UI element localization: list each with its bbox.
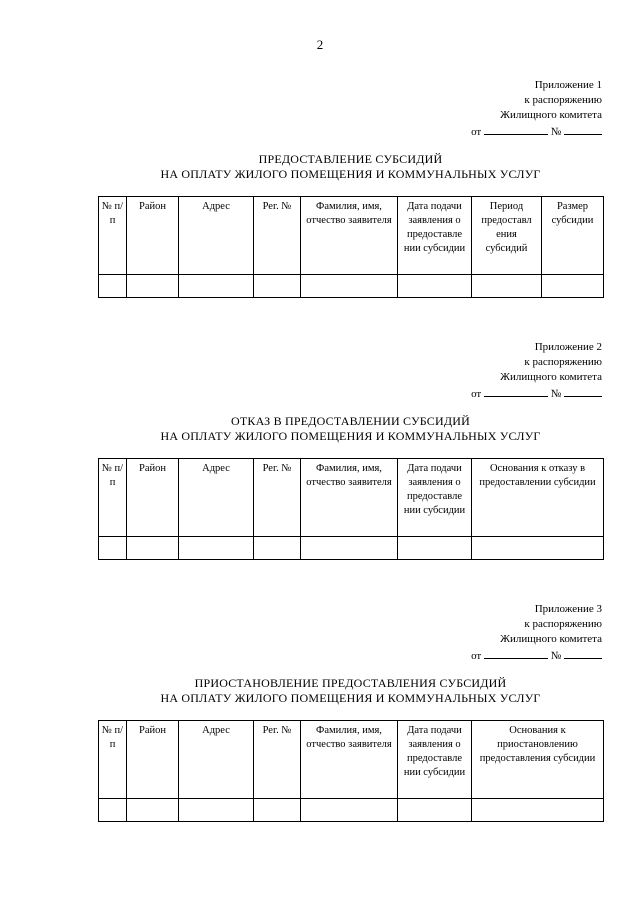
appendix-3-date-number-line: от №: [471, 647, 602, 664]
column-header: Основания к отказу в предоставлении субсидии: [472, 459, 604, 537]
column-header: Дата подачи заявления о предоставле нии субсидии: [398, 721, 472, 799]
number-blank: [564, 123, 602, 135]
table-header-row: [99, 721, 604, 799]
empty-cell: [179, 275, 254, 298]
empty-cell: [99, 537, 127, 560]
column-header: № п/п: [99, 197, 127, 275]
column-header: Район: [127, 721, 179, 799]
empty-cell: [472, 799, 604, 822]
column-header: Адрес: [179, 721, 254, 799]
empty-cell: [127, 799, 179, 822]
date-blank: [484, 647, 548, 659]
appendix-1-label: Приложение 1: [534, 79, 602, 91]
appendix-2-label: Приложение 2: [534, 341, 602, 353]
appendix-2-order-label: к распоряжению: [524, 356, 602, 368]
empty-cell: [99, 799, 127, 822]
empty-cell: [127, 537, 179, 560]
empty-cell: [472, 275, 542, 298]
column-header: Рег. №: [254, 197, 301, 275]
empty-cell: [254, 275, 301, 298]
empty-row: [99, 275, 604, 298]
table-header-row: [99, 197, 604, 275]
page-number: 2: [316, 37, 324, 52]
empty-cell: [398, 537, 472, 560]
column-header: Фамилия, имя, отчество заявителя: [301, 721, 398, 799]
appendix-1-committee-label: Жилищного комитета: [500, 109, 602, 121]
column-header: Адрес: [179, 197, 254, 275]
appendix-3-header: [471, 602, 602, 664]
empty-cell: [99, 275, 127, 298]
empty-cell: [398, 799, 472, 822]
table-3-title: ПРИОСТАНОВЛЕНИЕ ПРЕДОСТАВЛЕНИЯ СУБСИДИЙ НА ОПЛАТУ ЖИЛОГО ПОМЕЩЕНИЯ И КОММУНАЛЬНЫХ УСЛУГ: [160, 676, 541, 705]
column-header: Размер субсидии: [542, 197, 604, 275]
column-header: Фамилия, имя, отчество заявителя: [301, 197, 398, 275]
subsidy-suspension-table: [98, 720, 604, 822]
subsidy-grant-table: [98, 196, 604, 298]
empty-cell: [254, 799, 301, 822]
appendix-3-committee-label: Жилищного комитета: [500, 633, 602, 645]
subsidy-refusal-table: [98, 458, 604, 560]
appendix-1-order-label: к распоряжению: [524, 94, 602, 106]
table-1-title: ПРЕДОСТАВЛЕНИЕ СУБСИДИЙ НА ОПЛАТУ ЖИЛОГО ПОМЕЩЕНИЯ И КОММУНАЛЬНЫХ УСЛУГ: [160, 152, 541, 181]
empty-cell: [179, 799, 254, 822]
empty-cell: [472, 537, 604, 560]
column-header: Рег. №: [254, 721, 301, 799]
column-header: Дата подачи заявления о предоставле нии субсидии: [398, 197, 472, 275]
empty-cell: [179, 537, 254, 560]
appendix-1-header: [471, 78, 602, 140]
column-header: Район: [127, 459, 179, 537]
empty-cell: [301, 537, 398, 560]
column-header: Рег. №: [254, 459, 301, 537]
column-header: Основания к приостановлению предоставления субсидии: [472, 721, 604, 799]
empty-cell: [542, 275, 604, 298]
column-header: Фамилия, имя, отчество заявителя: [301, 459, 398, 537]
date-blank: [484, 123, 548, 135]
empty-row: [99, 799, 604, 822]
column-header: Адрес: [179, 459, 254, 537]
appendix-2-header: [471, 340, 602, 402]
empty-cell: [398, 275, 472, 298]
column-header: Период предоставл ения субсидий: [472, 197, 542, 275]
appendix-3-order-label: к распоряжению: [524, 618, 602, 630]
appendix-3-label: Приложение 3: [534, 603, 602, 615]
appendix-1-date-number-line: от №: [471, 123, 602, 140]
table-2-title: ОТКАЗ В ПРЕДОСТАВЛЕНИИ СУБСИДИЙ НА ОПЛАТУ ЖИЛОГО ПОМЕЩЕНИЯ И КОММУНАЛЬНЫХ УСЛУГ: [160, 414, 541, 443]
empty-row: [99, 537, 604, 560]
number-blank: [564, 385, 602, 397]
empty-cell: [254, 537, 301, 560]
column-header: Дата подачи заявления о предоставле нии субсидии: [398, 459, 472, 537]
empty-cell: [127, 275, 179, 298]
number-blank: [564, 647, 602, 659]
column-header: Район: [127, 197, 179, 275]
appendix-2-committee-label: Жилищного комитета: [500, 371, 602, 383]
column-header: № п/п: [99, 721, 127, 799]
date-blank: [484, 385, 548, 397]
empty-cell: [301, 799, 398, 822]
appendix-2-date-number-line: от №: [471, 385, 602, 402]
empty-cell: [301, 275, 398, 298]
table-header-row: [99, 459, 604, 537]
column-header: № п/п: [99, 459, 127, 537]
